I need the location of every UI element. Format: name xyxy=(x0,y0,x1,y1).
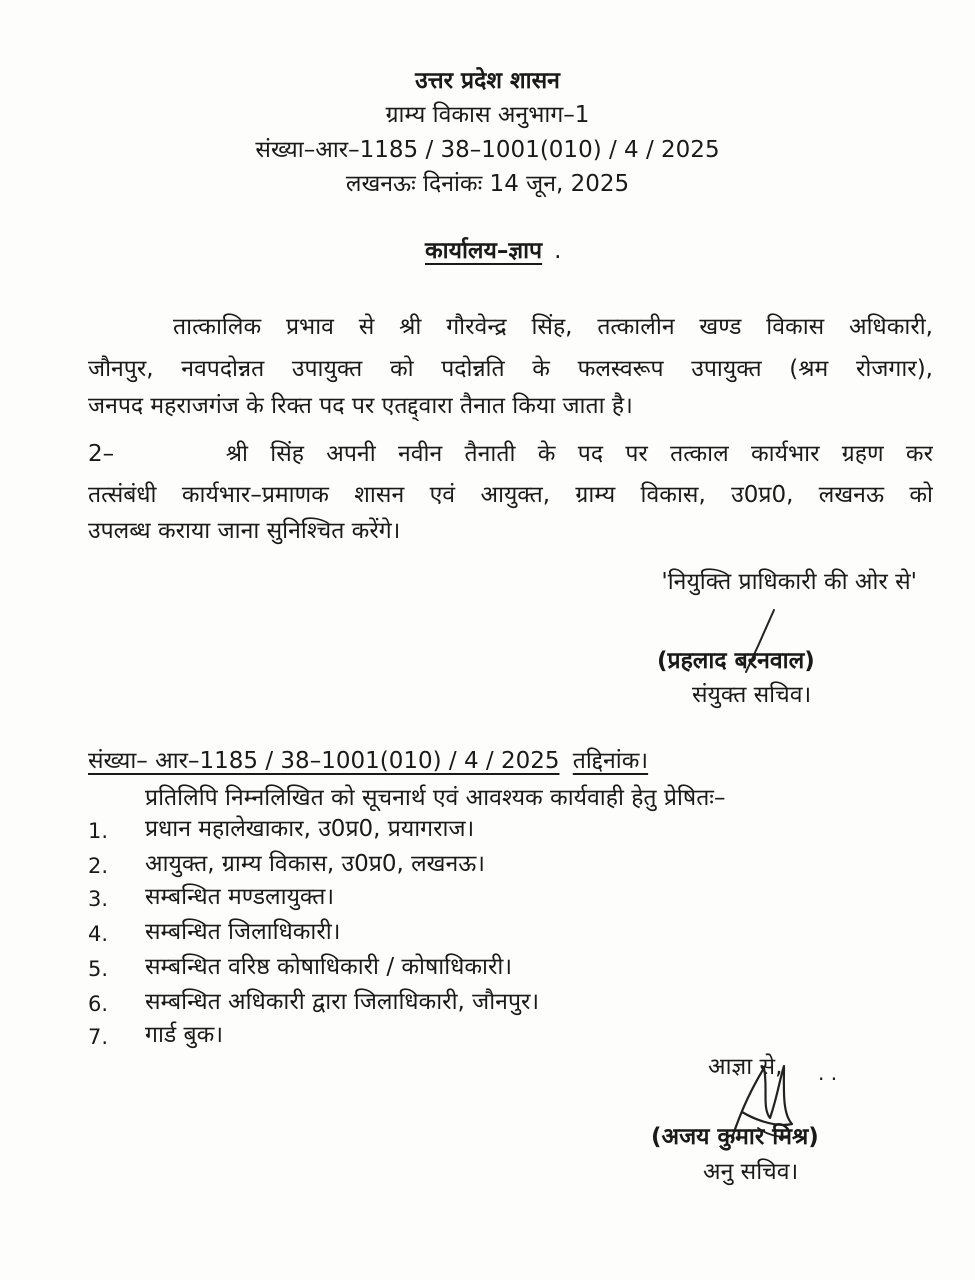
list-item-number: 5. xyxy=(88,957,109,981)
authority-designation: संयुक्त सचिव। xyxy=(692,682,812,708)
para1-line1: तात्कालिक प्रभाव से श्री गौरवेन्द्र सिंह, तत्कालीन खण्ड विकास अधिकारी, xyxy=(173,314,933,340)
government-name: उत्तर प्रदेश शासन xyxy=(415,68,560,94)
signature-dots-icon: . . xyxy=(818,1061,838,1085)
copy-reference-row xyxy=(88,746,648,776)
on-behalf-of-authority: 'नियुक्ति प्राधिकारी की ओर से' xyxy=(661,569,917,595)
list-item-number: 1. xyxy=(88,819,109,843)
list-item-number: 7. xyxy=(88,1025,109,1049)
para2-line2: तत्संबंधी कार्यभार–प्रमाणक शासन एवं आयुक्त, ग्राम्य विकास, उ0प्र0, लखनऊ को xyxy=(88,482,933,508)
list-item-number: 2. xyxy=(88,854,109,878)
list-item: गार्ड बुक। xyxy=(145,1022,224,1048)
list-item-number: 6. xyxy=(88,992,109,1016)
list-item: सम्बन्धित अधिकारी द्वारा जिलाधिकारी, जौनपुर। xyxy=(145,989,540,1015)
by-order: आज्ञा से, xyxy=(708,1054,783,1080)
place-date: लखनऊः दिनांकः 14 जून, 2025 xyxy=(345,171,630,197)
copy-reference: संख्या– आर–1185 / 38–1001(010) / 4 / 2025 xyxy=(88,748,560,774)
section-name: ग्राम्य विकास अनुभाग–1 xyxy=(385,102,590,128)
list-item-number: 4. xyxy=(88,922,109,946)
closing-designation: अनु सचिव। xyxy=(703,1159,799,1185)
copy-reference-date: तद्दिनांक। xyxy=(572,748,649,774)
copy-intro: प्रतिलिपि निम्नलिखित को सूचनार्थ एवं आवश्यक कार्यवाही हेतु प्रेषितः– xyxy=(145,785,726,811)
list-item: सम्बन्धित जिलाधिकारी। xyxy=(145,919,341,945)
reference-number: संख्या–आर–1185 / 38–1001(010) / 4 / 2025 xyxy=(255,137,720,163)
list-item: प्रधान महालेखाकार, उ0प्र0, प्रयागराज। xyxy=(145,816,475,842)
closing-name: (अजय कुमार मिश्र) xyxy=(651,1124,819,1150)
para2-line1: 2– श्री सिंह अपनी नवीन तैनाती के पद पर तत्काल कार्यभार ग्रहण कर xyxy=(88,441,933,467)
para1-line3: जनपद महराजगंज के रिक्त पद पर एतद्द्वारा तैनात किया जाता है। xyxy=(88,393,633,419)
memo-title-mark: . xyxy=(554,238,562,264)
list-item: सम्बन्धित वरिष्ठ कोषाधिकारी / कोषाधिकारी। xyxy=(145,954,513,980)
list-item-number: 3. xyxy=(88,887,109,911)
para1-line2: जौनपुर, नवपदोन्नत उपायुक्त को पदोन्नति के फलस्वरूप उपायुक्त (श्रम रोजगार), xyxy=(88,356,933,382)
memo-title: कार्यालय–ज्ञाप xyxy=(425,238,543,264)
list-item: सम्बन्धित मण्डलायुक्त। xyxy=(145,884,335,910)
para2-line3: उपलब्ध कराया जाना सुनिश्चित करेंगे। xyxy=(88,518,401,544)
authority-name: (प्रहलाद बरनवाल) xyxy=(657,648,815,674)
memo-title-row xyxy=(425,236,561,266)
list-item: आयुक्त, ग्राम्य विकास, उ0प्र0, लखनऊ। xyxy=(145,851,486,877)
